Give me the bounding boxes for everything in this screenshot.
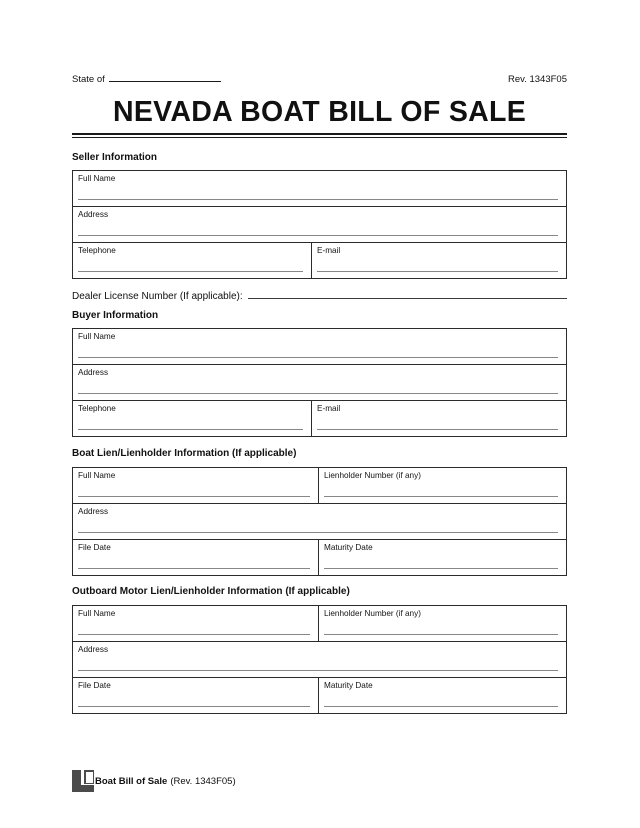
section-heading-outboard-motor-lien: Outboard Motor Lien/Lienholder Information (If applicable) (72, 586, 350, 597)
table-row (73, 678, 566, 713)
field-rule (78, 532, 558, 533)
field-label: Telephone (78, 246, 116, 255)
field-outboard-lien-file-date[interactable] (73, 678, 319, 713)
field-rule (78, 199, 558, 200)
field-buyer-telephone[interactable] (73, 401, 312, 436)
state-of-label: State of (72, 74, 105, 85)
field-seller-email[interactable] (312, 243, 566, 278)
table-row (73, 642, 566, 678)
page-title: NEVADA BOAT BILL OF SALE (112, 96, 527, 128)
dealer-license-field[interactable] (72, 289, 567, 302)
section-heading-buyer: Buyer Information (72, 310, 159, 321)
state-of-blank[interactable] (109, 72, 221, 82)
field-boat-lien-address[interactable] (73, 504, 566, 539)
field-label: Address (78, 368, 109, 377)
table-row (73, 504, 566, 540)
field-label: Address (78, 210, 109, 219)
field-buyer-full-name[interactable] (73, 329, 566, 364)
page-title-wrap (72, 98, 567, 127)
section-heading-boat-lien: Boat Lien/Lienholder Information (If applicable) (72, 448, 297, 459)
field-rule (317, 271, 558, 272)
table-seller (72, 170, 567, 279)
field-label: Full Name (78, 332, 116, 341)
table-row (73, 540, 566, 575)
field-rule (324, 634, 558, 635)
field-rule (78, 235, 558, 236)
field-label: Lienholder Number (if any) (324, 609, 421, 618)
field-outboard-lien-address[interactable] (73, 642, 566, 677)
field-label: Full Name (78, 609, 116, 618)
field-rule (324, 568, 558, 569)
field-label: Address (78, 507, 109, 516)
table-row (73, 606, 566, 642)
field-rule (317, 429, 558, 430)
field-boat-lien-full-name[interactable] (73, 468, 319, 503)
field-rule (78, 634, 310, 635)
table-row (73, 365, 566, 401)
field-buyer-address[interactable] (73, 365, 566, 400)
table-boat-lien (72, 467, 567, 576)
field-boat-lien-maturity-date[interactable] (319, 540, 566, 575)
field-label: Full Name (78, 174, 116, 183)
field-rule (78, 496, 310, 497)
document-footer (72, 770, 236, 792)
field-label: Address (78, 645, 109, 654)
field-rule (78, 706, 310, 707)
dealer-license-blank[interactable] (248, 289, 567, 299)
document-header (72, 72, 567, 85)
table-row (73, 329, 566, 365)
field-label: Lienholder Number (if any) (324, 471, 421, 480)
field-label: Full Name (78, 471, 116, 480)
title-divider (72, 133, 567, 138)
field-label: E-mail (317, 246, 341, 255)
field-outboard-lien-full-name[interactable] (73, 606, 319, 641)
field-rule (78, 429, 303, 430)
field-label: Maturity Date (324, 681, 373, 690)
table-buyer (72, 328, 567, 437)
field-seller-telephone[interactable] (73, 243, 312, 278)
field-rule (324, 496, 558, 497)
legal-templates-l-logo-icon (72, 770, 94, 792)
table-outboard-motor-lien (72, 605, 567, 714)
field-label: Telephone (78, 404, 116, 413)
table-row (73, 401, 566, 436)
table-row (73, 468, 566, 504)
table-row (73, 207, 566, 243)
field-label: File Date (78, 543, 111, 552)
field-label: E-mail (317, 404, 341, 413)
field-boat-lien-number[interactable] (319, 468, 566, 503)
revision-code: Rev. 1343F05 (508, 74, 567, 85)
footer-revision: (Rev. 1343F05) (170, 775, 236, 787)
field-rule (324, 706, 558, 707)
field-rule (78, 568, 310, 569)
footer-title: Boat Bill of Sale (95, 775, 168, 787)
field-buyer-email[interactable] (312, 401, 566, 436)
field-seller-full-name[interactable] (73, 171, 566, 206)
field-seller-address[interactable] (73, 207, 566, 242)
table-row (73, 243, 566, 278)
field-rule (78, 357, 558, 358)
state-of-field[interactable] (72, 72, 221, 85)
field-outboard-lien-maturity-date[interactable] (319, 678, 566, 713)
dealer-license-label: Dealer License Number (If applicable): (72, 291, 243, 302)
section-heading-seller: Seller Information (72, 152, 158, 163)
field-rule (78, 393, 558, 394)
field-label: Maturity Date (324, 543, 373, 552)
field-label: File Date (78, 681, 111, 690)
field-boat-lien-file-date[interactable] (73, 540, 319, 575)
field-rule (78, 670, 558, 671)
field-outboard-lien-number[interactable] (319, 606, 566, 641)
table-row (73, 171, 566, 207)
field-rule (78, 271, 303, 272)
